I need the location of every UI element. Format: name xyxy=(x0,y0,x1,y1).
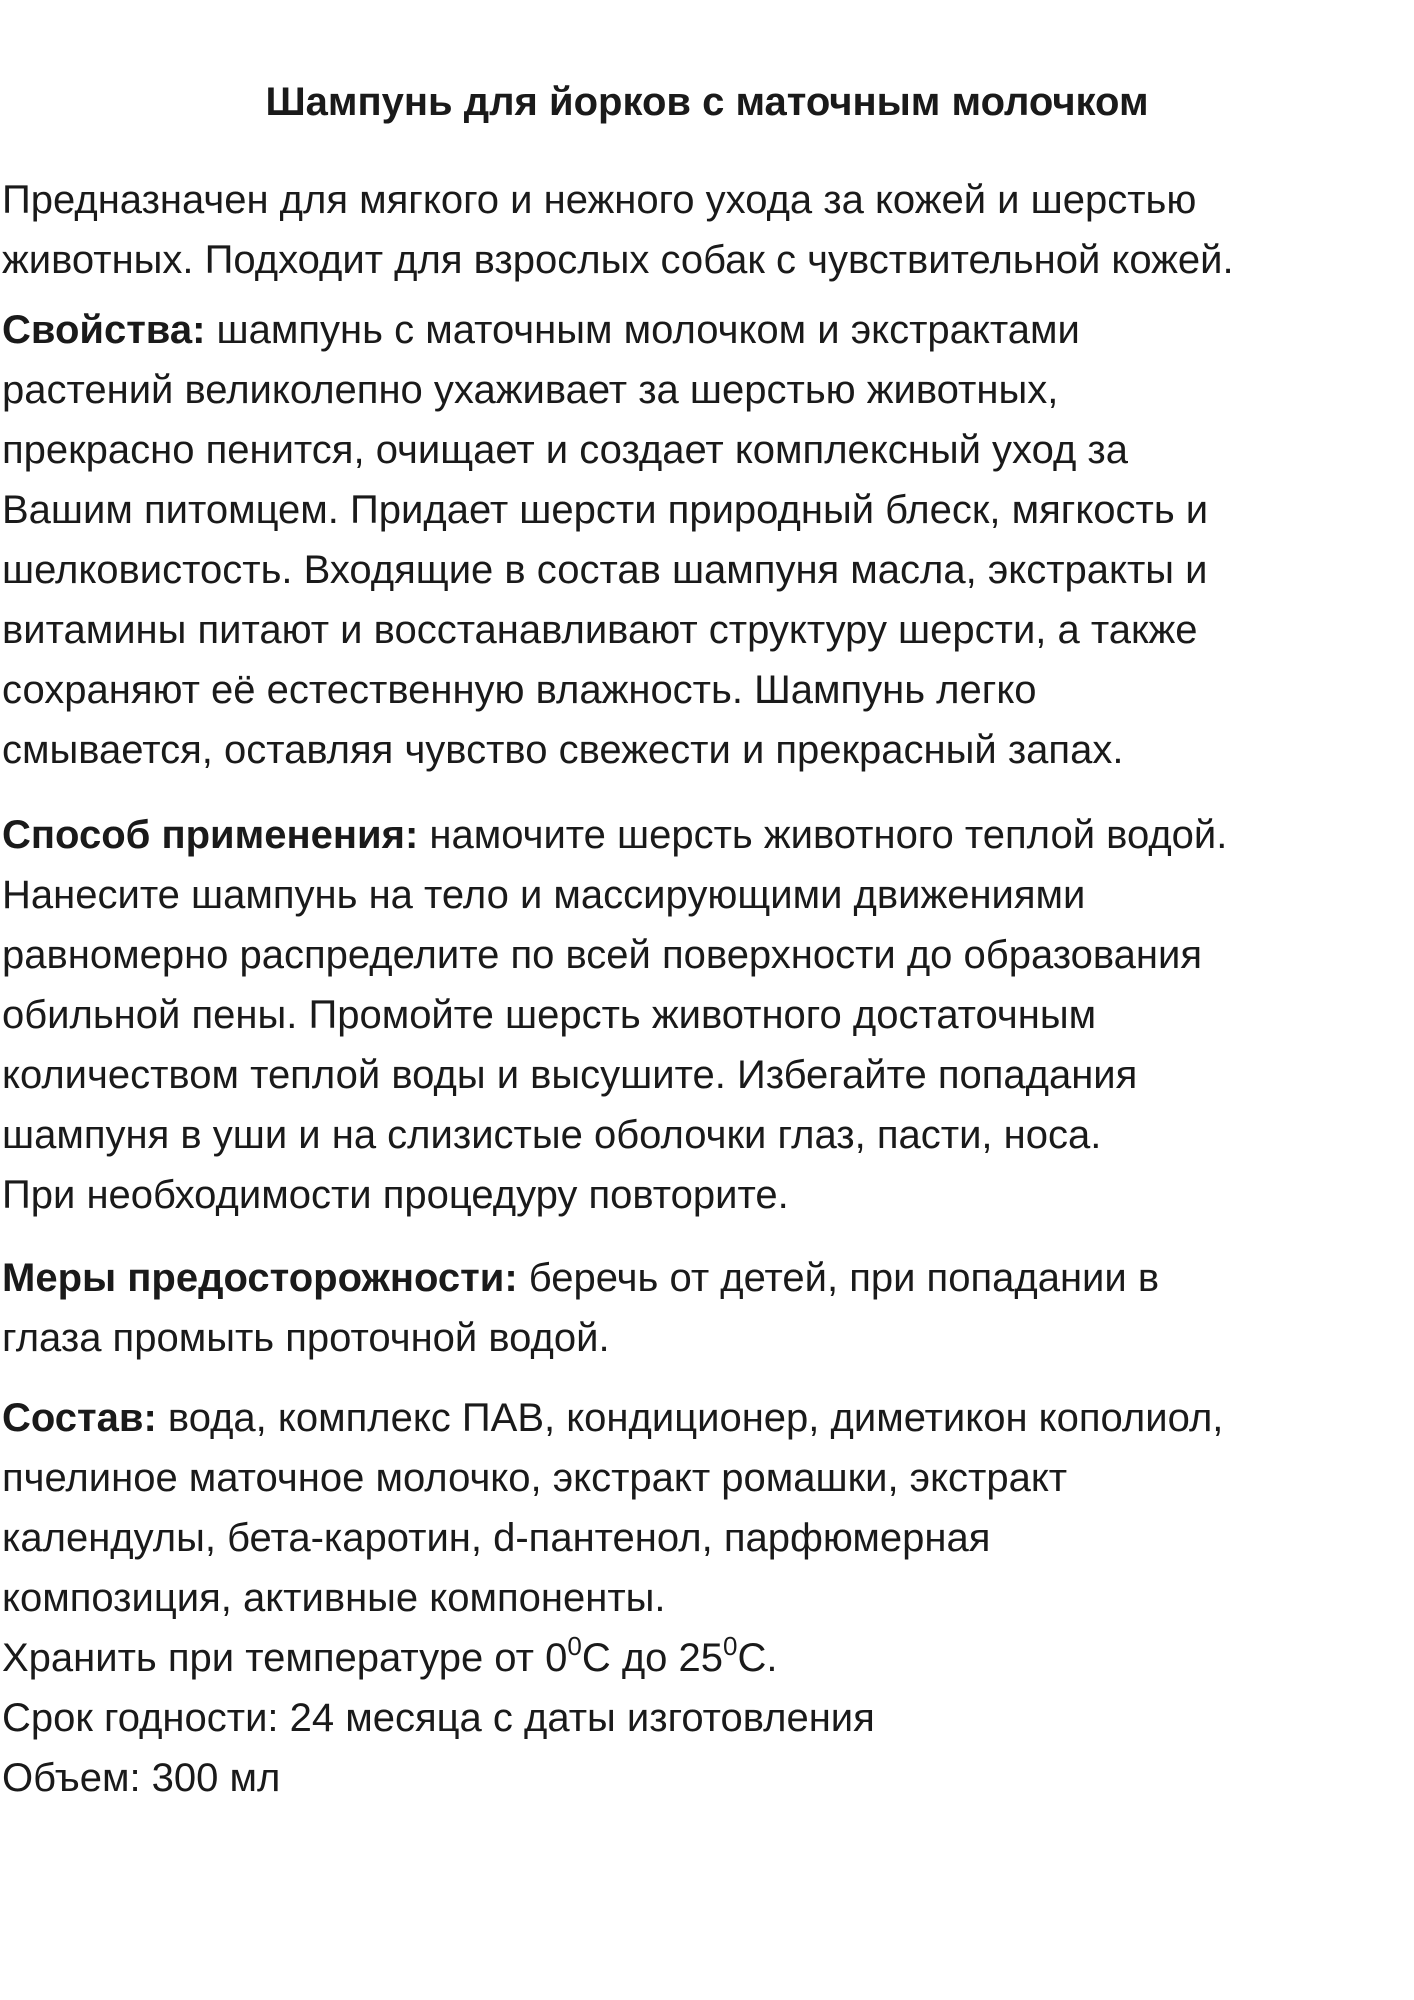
degree-superscript: 0 xyxy=(567,1631,582,1661)
intro-line: Предназначен для мягкого и нежного ухода за кожей и шерстью xyxy=(2,178,1197,222)
properties-line: прекрасно пенится, очищает и создает комплексный уход за xyxy=(2,428,1128,472)
degree-superscript: 0 xyxy=(723,1631,738,1661)
properties-line: растений великолепно ухаживает за шерстью животных, xyxy=(2,368,1059,412)
usage-heading: Способ применения: xyxy=(2,813,419,857)
shelf-life-line: Срок годности: 24 месяца с даты изготовления xyxy=(2,1696,875,1740)
composition-first-text: вода, комплекс ПАВ, кондиционер, диметикон кополиол, xyxy=(156,1396,1224,1440)
usage-line: Нанесите шампунь на тело и массирующими движениями xyxy=(2,873,1086,917)
properties-line: сохраняют её естественную влажность. Шампунь легко xyxy=(2,668,1037,712)
usage-first-line xyxy=(2,805,1406,865)
volume-line: Объем: 300 мл xyxy=(2,1756,281,1800)
storage-line xyxy=(2,1628,1406,1688)
precautions-heading: Меры предосторожности: xyxy=(2,1256,518,1300)
composition-line: композиция, активные компоненты. xyxy=(2,1576,666,1620)
precautions-paragraph xyxy=(2,1248,1406,1368)
composition-heading: Состав: xyxy=(2,1396,157,1440)
composition-paragraph xyxy=(2,1388,1406,1808)
intro-paragraph xyxy=(2,170,1406,290)
properties-line: витамины питают и восстанавливают структуру шерсти, а также xyxy=(2,608,1198,652)
precautions-line: глаза промыть проточной водой. xyxy=(2,1316,610,1360)
properties-first-line xyxy=(2,300,1406,360)
usage-line: обильной пены. Промойте шерсть животного достаточным xyxy=(2,993,1097,1037)
intro-line: животных. Подходит для взрослых собак с чувствительной кожей. xyxy=(2,238,1234,282)
properties-line: Вашим питомцем. Придает шерсти природный блеск, мягкость и xyxy=(2,488,1209,532)
composition-line: пчелиное маточное молочко, экстракт ромашки, экстракт xyxy=(2,1456,1068,1500)
usage-line: равномерно распределите по всей поверхности до образования xyxy=(2,933,1203,977)
usage-line: шампуня в уши и на слизистые оболочки глаз, пасти, носа. xyxy=(2,1113,1102,1157)
usage-line: количеством теплой воды и высушите. Избегайте попадания xyxy=(2,1053,1138,1097)
composition-line: календулы, бета-каротин, d-пантенол, парфюмерная xyxy=(2,1516,991,1560)
storage-prefix: Хранить при температуре от 0 xyxy=(2,1636,568,1680)
storage-suffix: С. xyxy=(737,1636,778,1680)
properties-line: шелковистость. Входящие в состав шампуня масла, экстракты и xyxy=(2,548,1208,592)
composition-first-line xyxy=(2,1388,1406,1448)
document-title: Шампунь для йорков с маточным молочком xyxy=(265,80,1149,124)
precautions-first-text: беречь от детей, при попадании в xyxy=(517,1256,1160,1300)
properties-heading: Свойства: xyxy=(2,308,206,352)
usage-line: При необходимости процедуру повторите. xyxy=(2,1173,789,1217)
precautions-first-line xyxy=(2,1248,1406,1308)
usage-first-text: намочите шерсть животного теплой водой. xyxy=(418,813,1228,857)
usage-paragraph xyxy=(2,805,1406,1225)
storage-middle: С до 25 xyxy=(581,1636,724,1680)
properties-paragraph xyxy=(2,300,1406,780)
properties-line: смывается, оставляя чувство свежести и прекрасный запах. xyxy=(2,728,1124,772)
properties-first-text: шампунь с маточным молочком и экстрактами xyxy=(205,308,1080,352)
